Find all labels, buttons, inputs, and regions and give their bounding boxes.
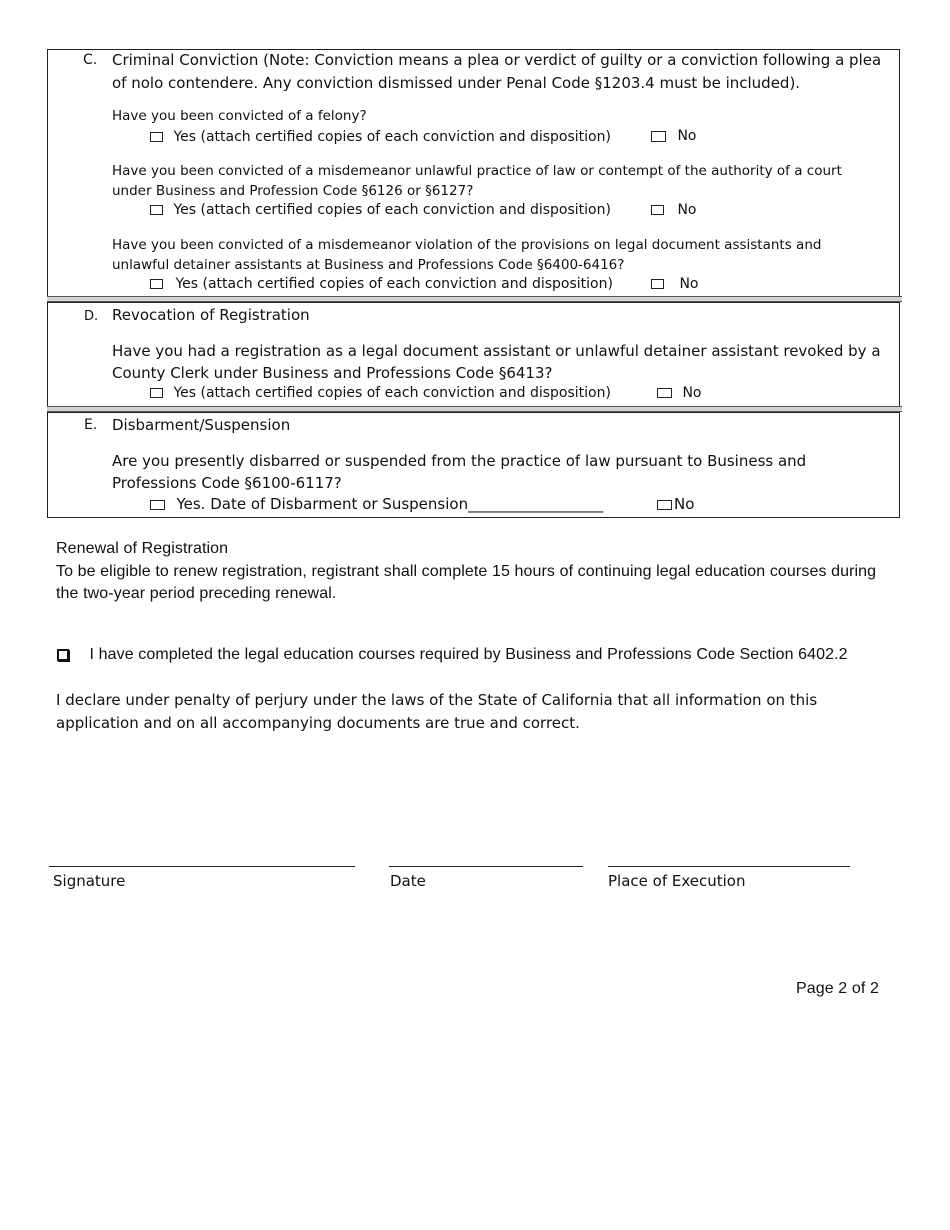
misdemeanor-practice-no-checkbox[interactable] — [651, 205, 664, 215]
disbarment-no-checkbox[interactable] — [657, 500, 672, 510]
misdemeanor-practice-question: Have you been convicted of a misdemeanor unlawful practice of law or contempt of the authority of a court under Business and Profession Code §6126 or §6127? — [112, 163, 842, 199]
misdemeanor-practice-no-label: No — [677, 202, 697, 218]
perjury-declaration: I declare under penalty of perjury under the laws of the State of California that all information on this application and on all accompanying documents are true and correct. — [56, 691, 818, 732]
misdemeanor-lda-question: Have you been convicted of a misdemeanor violation of the provisions on legal document assistants and unlawful detainer assistants at Business and Professions Code §6400-6416? — [112, 237, 822, 273]
date-line[interactable] — [389, 852, 583, 867]
renewal-text: To be eligible to renew registration, registrant shall complete 15 hours of continuing legal education courses during the two-year period preceding renewal. — [56, 563, 877, 602]
courses-completed-option[interactable] — [57, 646, 848, 664]
signature-label: Signature — [53, 872, 126, 890]
place-label: Place of Execution — [608, 872, 746, 890]
revocation-no-option[interactable] — [657, 385, 702, 401]
revocation-no-checkbox[interactable] — [657, 388, 672, 398]
misdemeanor-practice-yes-label: Yes (attach certified copies of each conviction and disposition) — [173, 202, 611, 218]
courses-completed-checkbox[interactable] — [57, 649, 69, 661]
signature-line[interactable] — [49, 852, 355, 867]
revocation-question: Have you had a registration as a legal document assistant or unlawful detainer assistant revoked by a County Clerk under Business and Professions Code §6413? — [112, 342, 881, 382]
revocation-yes-checkbox[interactable] — [150, 388, 163, 398]
felony-no-checkbox[interactable] — [651, 131, 666, 142]
section-d-letter: D. — [84, 309, 99, 324]
misdemeanor-lda-no-label: No — [679, 276, 699, 292]
section-c-letter: C. — [83, 52, 98, 68]
renewal-title: Renewal of Registration — [56, 540, 229, 557]
section-c-title: Criminal Conviction (Note: Conviction means a plea or verdict of guilty or a conviction following a plea — [112, 51, 882, 69]
misdemeanor-practice-yes-checkbox[interactable] — [150, 205, 163, 215]
felony-question: Have you been convicted of a felony? — [112, 108, 367, 124]
courses-completed-label: I have completed the legal education courses required by Business and Professions Code Section 6402.2 — [89, 646, 848, 663]
felony-no-label: No — [677, 128, 697, 144]
misdemeanor-lda-yes-label: Yes (attach certified copies of each conviction and disposition) — [175, 276, 613, 292]
revocation-yes-option[interactable] — [150, 385, 611, 401]
misdemeanor-practice-no-option[interactable] — [651, 202, 697, 218]
page-number: Page 2 of 2 — [796, 980, 879, 997]
felony-no-option[interactable] — [651, 128, 697, 144]
disbarment-no-label: No — [674, 495, 695, 513]
misdemeanor-lda-no-option[interactable] — [651, 276, 699, 292]
felony-yes-option[interactable] — [150, 129, 611, 145]
disbarment-yes-option[interactable] — [150, 495, 603, 513]
felony-yes-label: Yes (attach certified copies of each conviction and disposition) — [173, 129, 611, 145]
revocation-yes-label: Yes (attach certified copies of each conviction and disposition) — [173, 385, 611, 401]
misdemeanor-practice-yes-option[interactable] — [150, 202, 611, 218]
date-label: Date — [390, 872, 426, 890]
section-c-title-cont: of nolo contendere. Any conviction dismissed under Penal Code §1203.4 must be included). — [112, 74, 801, 92]
disbarment-no-option[interactable] — [657, 495, 694, 513]
misdemeanor-lda-no-checkbox[interactable] — [651, 279, 664, 289]
revocation-no-label: No — [682, 385, 702, 401]
disbarment-yes-checkbox[interactable] — [150, 500, 165, 510]
felony-yes-checkbox[interactable] — [150, 132, 163, 142]
disbarment-question: Are you presently disbarred or suspended from the practice of law pursuant to Business and Professions Code §6100-6117? — [112, 452, 807, 492]
misdemeanor-lda-yes-checkbox[interactable] — [150, 279, 163, 289]
section-e-letter: E. — [84, 417, 98, 433]
disbarment-yes-label: Yes. Date of Disbarment or Suspension__________________ — [176, 495, 604, 513]
misdemeanor-lda-yes-option[interactable] — [150, 276, 613, 292]
place-line[interactable] — [608, 852, 850, 867]
section-d-title: Revocation of Registration — [112, 306, 310, 324]
section-e-title: Disbarment/Suspension — [112, 416, 291, 434]
